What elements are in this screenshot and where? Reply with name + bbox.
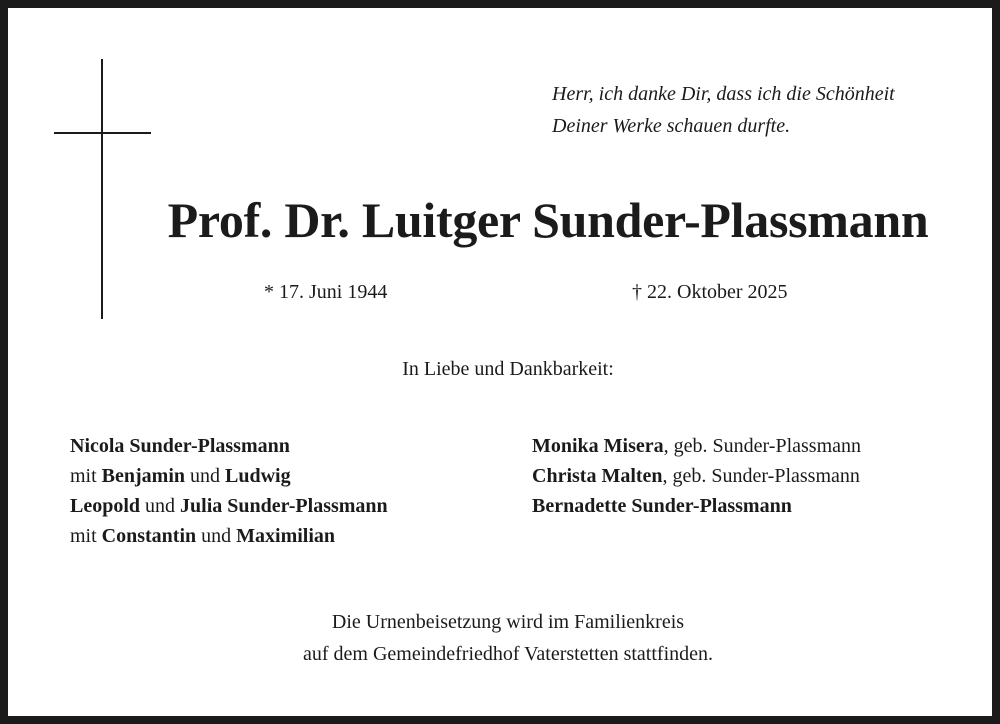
maiden-name-suffix: , geb. Sunder-Plassmann [662, 465, 860, 487]
mourners-left-column [70, 431, 388, 551]
quote-line-2: Deiner Werke schauen durfte. [552, 115, 791, 137]
quote-line-1: Herr, ich danke Dir, dass ich die Schönheit [552, 83, 895, 105]
mourner-line [532, 491, 861, 521]
mourner-line [532, 461, 861, 491]
birth-date: * 17. Juni 1944 [264, 281, 388, 303]
mourning-intro: In Liebe und Dankbarkeit: [402, 358, 614, 380]
connector-text: mit [70, 525, 97, 547]
mourner-line [532, 431, 861, 461]
mourner-line [70, 431, 388, 461]
deceased-name: Prof. Dr. Luitger Sunder-Plassmann [167, 192, 929, 248]
mourner-name: Leopold [70, 495, 141, 517]
burial-notice-line-1: Die Urnenbeisetzung wird im Familienkreis [331, 611, 685, 633]
connector-text: und [201, 525, 232, 547]
mourner-name: Ludwig [225, 465, 291, 487]
maiden-name-suffix: , geb. Sunder-Plassmann [663, 435, 862, 457]
mourner-line [70, 521, 388, 551]
mourner-name: Maximilian [236, 525, 336, 547]
mourner-line [70, 491, 388, 521]
mourner-name: Bernadette Sunder-Plassmann [532, 495, 792, 517]
mourner-name: Julia Sunder-Plassmann [180, 495, 388, 517]
bible-quote [552, 78, 972, 142]
mourner-name: Nicola Sunder-Plassmann [70, 435, 290, 457]
mourners-right-column [532, 431, 861, 521]
mourner-line [70, 461, 388, 491]
mourner-name: Monika Misera [532, 435, 664, 457]
burial-notice-line-2: auf dem Gemeindefriedhof Vaterstetten stattfinden. [302, 643, 714, 665]
connector-text: und [190, 465, 221, 487]
burial-notice [8, 606, 1000, 670]
connector-text: mit [70, 465, 97, 487]
mourner-name: Constantin [101, 525, 197, 547]
connector-text: und [145, 495, 176, 517]
death-date: † 22. Oktober 2025 [632, 281, 788, 303]
mourner-name: Christa Malten [532, 465, 663, 487]
cross-horizontal-bar [54, 132, 151, 134]
mourner-name: Benjamin [101, 465, 186, 487]
